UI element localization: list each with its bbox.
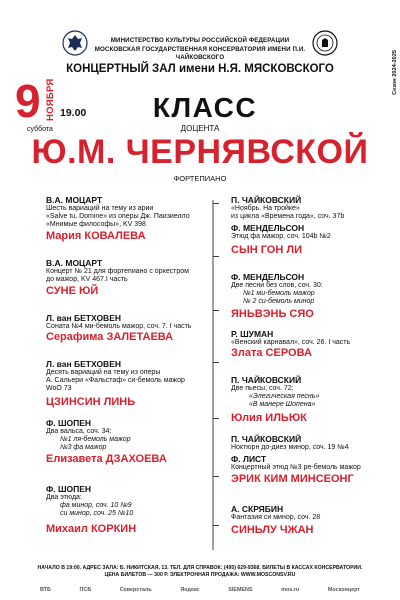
composer: Л. ван БЕТХОВЕН xyxy=(46,313,122,323)
sponsor-logo: ВТБ xyxy=(40,586,51,593)
work-line: из цикла «Времена года», соч. 37b xyxy=(231,213,345,221)
work-line: «Salve tu, Domine» из оперы Дж. Паизиелло xyxy=(46,213,190,221)
performer: СЫН ГОН ЛИ xyxy=(231,243,302,256)
performer: ЦЗИНСИН ЛИНЬ xyxy=(46,395,136,408)
program-item xyxy=(231,375,319,425)
work-variant: №1 ми-бемоль мажор xyxy=(243,290,315,298)
work-line: Шесть вариаций на тему из арии xyxy=(46,205,154,212)
composer: П. ЧАЙКОВСКИЙ xyxy=(231,434,302,444)
work-variant: фа минор, соч. 10 №9 xyxy=(60,502,132,510)
performer: Михаил КОРКИН xyxy=(46,522,137,535)
performer: ЯНЬВЭНЬ СЯО xyxy=(231,307,314,320)
work-variant: № 2 си-бемоль минор xyxy=(243,298,315,306)
sponsor-strip xyxy=(40,585,360,594)
footer-info: НАЧАЛО В 19:00. АДРЕС ЗАЛА: Б. НИКИТСКАЯ, 13. ТЕЛ. ДЛЯ СПРАВОК: (495) 629-9368. БИЛЕТЫ В КАССАХ КОНСЕРВАТОРИИ. xyxy=(37,565,363,571)
composer: Ф. ШОПЕН xyxy=(46,484,92,494)
sponsor-logo: ПСБ xyxy=(79,586,92,593)
work-line: А. Сальери «Фальстаф» си-бемоль мажор xyxy=(46,377,185,385)
work-line: «Венский карнавал», соч. 26. I часть xyxy=(231,339,351,346)
performer: Злата СЕРОВА xyxy=(231,347,312,360)
work-line: Две пьесы, соч. 72: xyxy=(231,385,294,392)
sponsor-logo: Яндекс xyxy=(180,586,200,593)
program-item xyxy=(231,504,320,537)
composer: Ф. МЕНДЕЛЬСОН xyxy=(231,223,305,234)
work-line: Фантазия си минор, соч. 28 xyxy=(231,514,321,521)
composer: В.А. МОЦАРТ xyxy=(46,258,103,268)
program-item xyxy=(46,484,136,536)
work-line: Два вальса, соч. 34: xyxy=(46,428,112,435)
performer: СУНЕ ЮЙ xyxy=(46,285,99,298)
work-line: «Ноябрь. На тройке» xyxy=(231,205,300,212)
ministry-title: МИНИСТЕРСТВО КУЛЬТУРЫ РОССИЙСКОЙ ФЕДЕРАЦИИ xyxy=(110,37,290,44)
season-label: Сезон 2024-2025 xyxy=(392,50,398,95)
program-item xyxy=(231,434,361,486)
work-variant: «В манере Шопена» xyxy=(249,401,316,409)
performer: Серафима ЗАЛЕТАЕВА xyxy=(46,331,174,344)
program-item xyxy=(231,195,344,257)
work-line: Два этюда: xyxy=(46,494,82,501)
composer: Ф. ЛИСТ xyxy=(231,454,267,465)
program-item xyxy=(46,359,185,409)
program-item xyxy=(231,272,323,321)
composer: П. ЧАЙКОВСКИЙ xyxy=(231,195,302,205)
composer: Ф. МЕНДЕЛЬСОН xyxy=(231,272,305,282)
instrument-label: ФОРТЕПИАНО xyxy=(173,174,227,183)
work-line: Концертный этюд №3 ре-бемоль мажор xyxy=(231,464,361,472)
work-variant: си минор, соч. 25 №10 xyxy=(60,510,134,518)
composer: П. ЧАЙКОВСКИЙ xyxy=(231,375,302,385)
event-month: НОЯБРЯ xyxy=(45,78,56,121)
performer: СИНЬЛУ ЧЖАН xyxy=(231,524,314,537)
sponsor-logo: mos.ru xyxy=(281,586,300,593)
program-item xyxy=(46,313,191,344)
work-line: Ноктюрн до-диез минор, соч. 19 №4 xyxy=(231,444,349,451)
class-word: КЛАСС xyxy=(152,92,258,123)
event-day: 9 xyxy=(15,75,41,127)
program-item xyxy=(46,195,190,243)
work-variant: №3 фа мажор xyxy=(60,444,107,452)
program-item xyxy=(46,418,167,466)
work-variant: «Элегическая песнь» xyxy=(249,393,320,401)
work-line: Две песни без слов, соч. 30: xyxy=(231,282,323,289)
composer: А. СКРЯБИН xyxy=(231,504,284,514)
column-divider xyxy=(212,200,220,550)
conservatory-title: МОСКОВСКАЯ ГОСУДАРСТВЕННАЯ КОНСЕРВАТОРИЯ ИМЕНИ П.И. ЧАЙКОВСКОГО xyxy=(94,46,306,61)
work-variant: №1 ля-бемоль мажор xyxy=(60,436,131,444)
sponsor-logo: Северсталь xyxy=(119,586,152,593)
work-line: WoO 73 xyxy=(46,385,72,393)
program-item xyxy=(231,329,350,360)
work-line: до мажор, KV 467.I часть xyxy=(46,276,128,284)
footer-tickets: ЦЕНА БИЛЕТОВ — 300 Р. ЭЛЕКТРОННАЯ ПРОДАЖА: WWW.MOSCONSV.RU xyxy=(104,572,296,578)
work-line: «Мнимые философы», KV 398 xyxy=(46,221,146,229)
docent-label: ДОЦЕНТА xyxy=(180,124,220,133)
work-line: Этюд фа мажор, соч. 104b №2 xyxy=(231,233,331,241)
composer: В.А. МОЦАРТ xyxy=(46,195,103,205)
performer: Мария КОВАЛЕВА xyxy=(46,229,146,242)
composer: Л. ван БЕТХОВЕН xyxy=(46,359,122,369)
program-item xyxy=(46,258,189,298)
sponsor-logo: SIEMENS xyxy=(228,586,253,593)
event-weekday: суббота xyxy=(27,126,53,133)
composer: Р. ШУМАН xyxy=(231,329,274,339)
performer: Елизавета ДЗАХОЕВА xyxy=(46,452,167,465)
hall-title: КОНЦЕРТНЫЙ ЗАЛ имени Н.Я. МЯСКОВСКОГО xyxy=(66,63,334,75)
work-line: Концерт № 21 для фортепиано с оркестром xyxy=(46,268,189,275)
performer: ЭРИК КИМ МИНСЕОНГ xyxy=(231,473,354,486)
composer: Ф. ШОПЕН xyxy=(46,418,92,428)
work-line: Десять вариаций на тему из оперы xyxy=(46,369,161,376)
teacher-name: Ю.М. ЧЕРНЯВСКОЙ xyxy=(31,133,369,171)
work-line: Соната №4 ми-бемоль мажор, соч. 7. I часть xyxy=(46,323,192,330)
performer: Юлия ИЛЬЮК xyxy=(231,411,307,424)
sponsor-logo: Москонцерт xyxy=(327,586,360,593)
event-time: 19.00 xyxy=(60,107,87,119)
